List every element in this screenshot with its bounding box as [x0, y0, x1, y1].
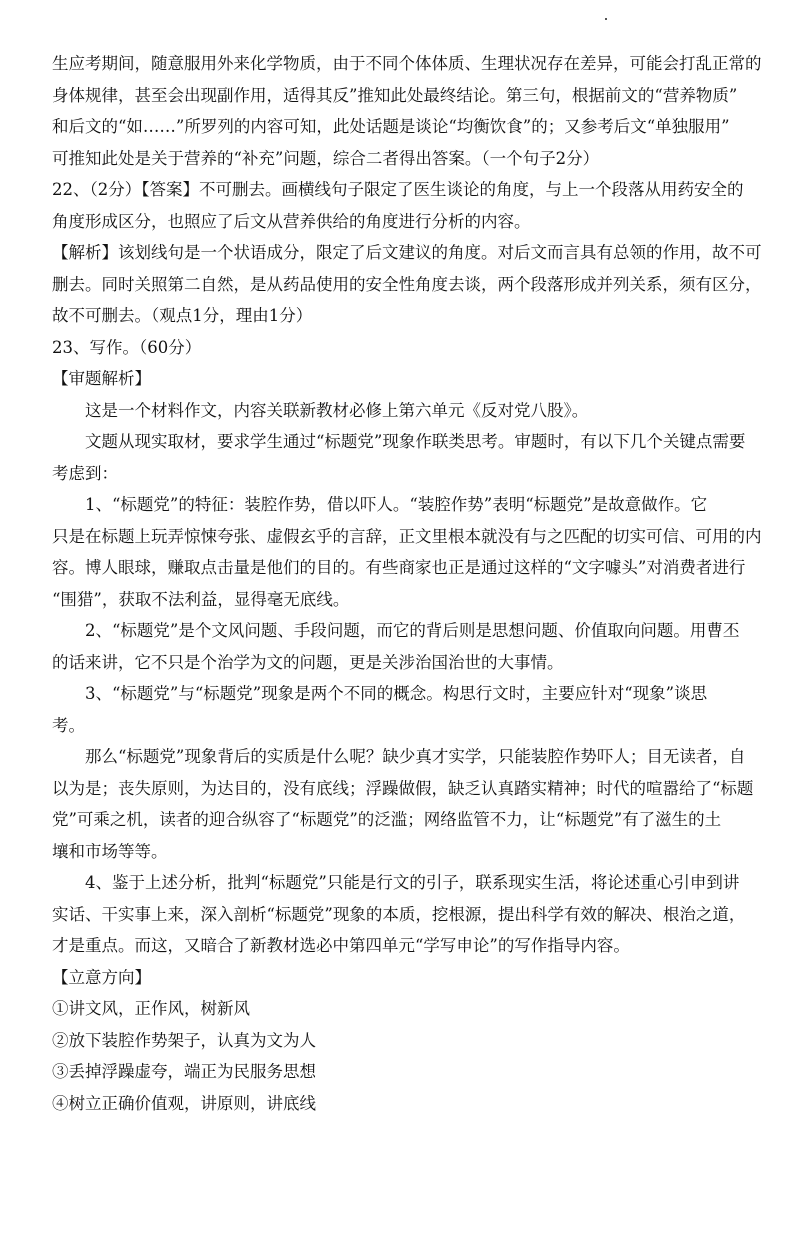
- text-line: 删去。同时关照第二自然，是从药品使用的安全性角度去谈，两个段落形成并列关系，须有区分，: [52, 274, 762, 294]
- point-1: 1、“标题党”的特征：装腔作势，借以吓人。“装腔作势”表明“标题党”是故意做作。它: [85, 495, 708, 514]
- text-line: 角度形成区分，也照应了后文从营养供给的角度进行分析的内容。: [52, 211, 531, 231]
- section-heading-review: 【审题解析】: [52, 369, 151, 388]
- text-line: 身体规律，甚至会出现副作用，适得其反”推知此处最终结论。第三句，根据前文的“营养物质”: [52, 85, 738, 105]
- text-line: 考虑到：: [52, 463, 118, 483]
- scan-speck: [605, 18, 607, 20]
- text-line: “围猎”，获取不法利益，显得毫无底线。: [52, 589, 350, 609]
- theme-item-2: ②放下装腔作势架子，认真为文为人: [52, 1030, 316, 1050]
- point-2: 2、“标题党”是个文风问题、手段问题，而它的背后则是思想问题、价值取向问题。用曹丕: [85, 621, 740, 640]
- question-23-heading: 23、写作。（60分）: [52, 337, 202, 357]
- text-line: 党”可乘之机，读者的迎合纵容了“标题党”的泛滥；网络监管不力，让“标题党”有了滋生的土: [52, 810, 722, 829]
- text-line: 容。博人眼球，赚取点击量是他们的目的。有些商家也正是通过这样的“文字噱头”对消费者进行: [52, 558, 746, 577]
- text-line: 以为是；丧失原则，为达目的，没有底线；浮躁做假，缺乏认真踏实精神；时代的喧嚣给了“标题: [52, 778, 754, 798]
- text-line: 的话来讲，它不只是个治学为文的问题，更是关涉治国治世的大事情。: [52, 652, 564, 672]
- text-line: 可推知此处是关于营养的“补充”问题，综合二者得出答案。（一个句子2分）: [52, 148, 600, 168]
- text-line: 壤和市场等等。: [52, 841, 168, 861]
- theme-item-3: ③丢掉浮躁虚夸，端正为民服务思想: [52, 1062, 316, 1081]
- section-heading-theme: 【立意方向】: [52, 967, 151, 987]
- point-4: 4、鉴于上述分析，批判“标题党”只能是行文的引子，联系现实生活，将论述重心引申到讲: [85, 873, 740, 892]
- text-line: 故不可删去。（观点1分，理由1分）: [52, 306, 313, 325]
- theme-item-1: ①讲文风，正作风，树新风: [52, 999, 250, 1018]
- text-line: 文题从现实取材，要求学生通过“标题党”现象作联类思考。审题时，有以下几个关键点需要: [85, 432, 746, 451]
- text-line: 那么“标题党”现象背后的实质是什么呢？缺少真才实学，只能装腔作势吓人；目无读者，自: [85, 747, 746, 766]
- text-line: 只是在标题上玩弄惊悚夸张、虚假玄乎的言辞，正文里根本就没有与之匹配的切实可信、可用的内: [52, 526, 762, 546]
- text-line: 生应考期间，随意服用外来化学物质，由于不同个体体质、生理状况存在差异，可能会打乱正常的: [52, 54, 762, 73]
- text-line: 和后文的“如……”所罗列的内容可知，此处话题是谈论“均衡饮食”的；又参考后文“单独服用”: [52, 117, 730, 136]
- text-line: 这是一个材料作文，内容关联新教材必修上第六单元《反对党八股》。: [85, 400, 589, 420]
- point-3: 3、“标题党”与“标题党”现象是两个不同的概念。构思行文时，主要应针对“现象”谈思: [85, 684, 708, 703]
- answer-22-heading: 22、（2分）【答案】不可删去。画横线句子限定了医生谈论的角度，与上一个段落从用药安全的: [52, 180, 744, 199]
- text-line: 才是重点。而这，又暗合了新教材选必中第四单元“学写申论”的写作指导内容。: [52, 936, 630, 955]
- text-line: 实话、干实事上来，深入剖析“标题党”现象的本质，挖根源，提出科学有效的解决、根治之道，: [52, 904, 746, 924]
- theme-item-4: ④树立正确价值观，讲原则，讲底线: [52, 1093, 316, 1113]
- text-line: 考。: [52, 715, 85, 735]
- analysis-22: 【解析】该划线句是一个状语成分，限定了后文建议的角度。对后文而言具有总领的作用，故不可: [52, 243, 762, 262]
- document-page: [52, 48, 770, 1119]
